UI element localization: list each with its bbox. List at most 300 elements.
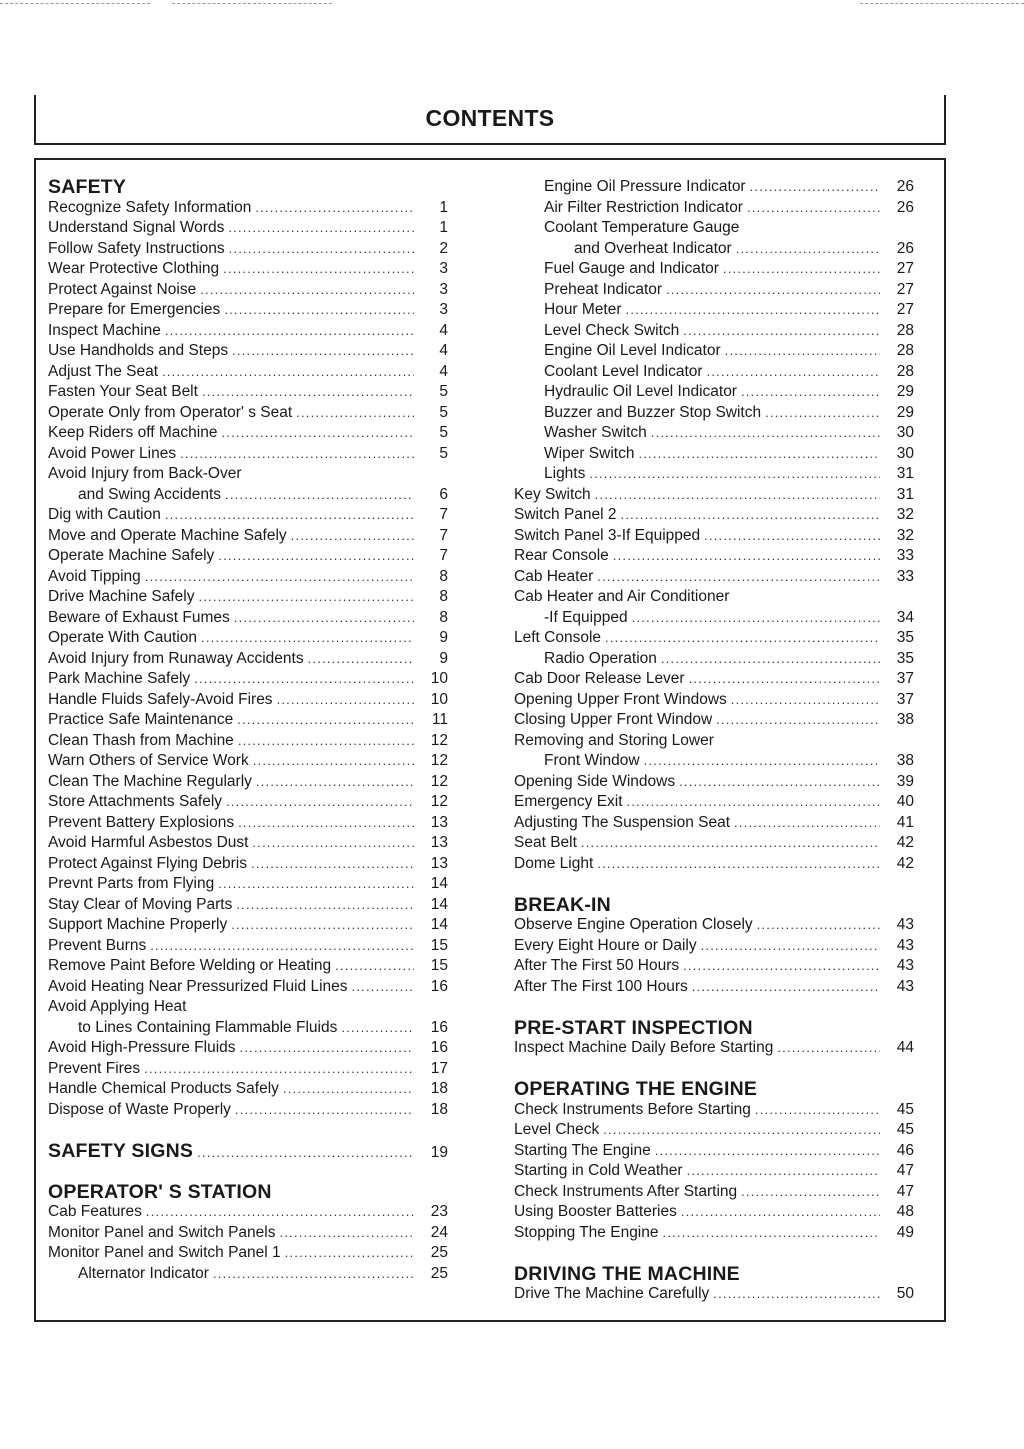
dot-leader bbox=[283, 1079, 414, 1100]
entry-title: Avoid Heating Near Pressurized Fluid Lines bbox=[48, 977, 348, 995]
toc-entry[interactable] bbox=[48, 567, 448, 588]
entry-title: Stay Clear of Moving Parts bbox=[48, 895, 233, 913]
page-number: 28 bbox=[896, 342, 914, 359]
toc-entry[interactable] bbox=[514, 751, 914, 772]
page-number: 11 bbox=[431, 711, 448, 728]
entry-title: Engine Oil Level Indicator bbox=[544, 342, 721, 359]
toc-entry[interactable] bbox=[48, 874, 448, 895]
toc-entry[interactable] bbox=[48, 895, 448, 916]
toc-entry[interactable] bbox=[48, 710, 448, 731]
dot-leader bbox=[218, 874, 414, 895]
page-number: 38 bbox=[896, 711, 914, 728]
entry-title: Starting in Cold Weather bbox=[514, 1162, 683, 1179]
toc-entry[interactable] bbox=[48, 628, 448, 649]
entry-title: Coolant Temperature Gauge bbox=[544, 219, 740, 236]
toc-entry[interactable] bbox=[514, 669, 914, 690]
entry-title: Dispose of Waste Properly bbox=[48, 1100, 231, 1118]
toc-entry[interactable] bbox=[48, 423, 448, 444]
toc-entry[interactable] bbox=[514, 1284, 914, 1305]
entry-title: Avoid Injury from Runaway Accidents bbox=[48, 649, 304, 667]
entry-title: and Overheat Indicator bbox=[574, 239, 732, 257]
toc-entry[interactable] bbox=[48, 1079, 448, 1100]
toc-entry-continued bbox=[514, 218, 914, 239]
section-spacer bbox=[514, 997, 914, 1018]
entry-title: Warn Others of Service Work bbox=[48, 752, 249, 769]
dot-leader bbox=[747, 198, 880, 219]
entry-title: Emergency Exit bbox=[514, 793, 623, 810]
entry-title: Cab Features bbox=[48, 1203, 142, 1220]
dot-leader bbox=[683, 956, 880, 977]
section-heading: BREAK-IN bbox=[514, 893, 611, 916]
page-number: 47 bbox=[896, 1162, 914, 1179]
toc-entry[interactable] bbox=[514, 936, 914, 957]
section-spacer bbox=[48, 1120, 448, 1141]
toc-entry[interactable] bbox=[514, 1120, 914, 1141]
dot-leader bbox=[723, 259, 880, 280]
page-number: 30 bbox=[896, 444, 914, 462]
toc-entry[interactable] bbox=[48, 936, 448, 957]
page-number: 28 bbox=[896, 321, 914, 339]
toc-entry[interactable] bbox=[48, 1018, 448, 1039]
toc-entry[interactable] bbox=[514, 321, 914, 342]
dot-leader bbox=[285, 1243, 414, 1264]
toc-entry[interactable] bbox=[514, 1202, 914, 1223]
dot-leader bbox=[165, 321, 414, 342]
entry-title: Understand Signal Words bbox=[48, 219, 225, 236]
page-number: 8 bbox=[439, 588, 448, 605]
page-number: 44 bbox=[896, 1039, 914, 1056]
dot-leader bbox=[707, 362, 880, 383]
page-number: 19 bbox=[430, 1143, 448, 1161]
page-number: 16 bbox=[430, 977, 448, 995]
dot-leader bbox=[291, 526, 414, 547]
toc-entry[interactable] bbox=[48, 1059, 448, 1080]
dot-leader bbox=[632, 608, 880, 629]
toc-entry[interactable] bbox=[514, 649, 914, 670]
entry-title: Avoid Harmful Asbestos Dust bbox=[48, 834, 249, 851]
toc-entry[interactable] bbox=[514, 198, 914, 219]
page-number: 41 bbox=[896, 813, 914, 831]
dot-leader bbox=[741, 1182, 880, 1203]
toc-entry[interactable] bbox=[514, 1182, 914, 1203]
page-number: 29 bbox=[896, 403, 914, 421]
entry-title: Switch Panel 2 bbox=[514, 506, 617, 523]
entry-title: Avoid Tipping bbox=[48, 567, 141, 585]
toc-entry[interactable] bbox=[48, 854, 448, 875]
entry-title: After The First 50 Hours bbox=[514, 957, 680, 974]
page-number: 46 bbox=[896, 1141, 914, 1159]
toc-entry[interactable] bbox=[48, 362, 448, 383]
page-number: 14 bbox=[430, 875, 448, 892]
entry-title: Clean Thash from Machine bbox=[48, 731, 234, 749]
toc-entry[interactable] bbox=[514, 1161, 914, 1182]
dot-leader bbox=[226, 792, 414, 813]
dot-leader bbox=[232, 341, 414, 362]
page-number: 42 bbox=[896, 854, 914, 872]
entry-title: Handle Chemical Products Safely bbox=[48, 1080, 279, 1097]
toc-entry[interactable] bbox=[48, 485, 448, 506]
entry-title: Prevnt Parts from Flying bbox=[48, 875, 215, 892]
toc-entry[interactable] bbox=[514, 608, 914, 629]
page-top-rule bbox=[0, 3, 150, 4]
entry-title: Operate Only from Operator' s Seat bbox=[48, 403, 293, 421]
page-number: 12 bbox=[430, 793, 448, 810]
page-number: 25 bbox=[430, 1244, 448, 1261]
entry-title: Stopping The Engine bbox=[514, 1223, 659, 1241]
page-number: 47 bbox=[896, 1182, 914, 1200]
dot-leader bbox=[335, 956, 414, 977]
toc-entry[interactable] bbox=[514, 792, 914, 813]
toc-entry[interactable] bbox=[48, 218, 448, 239]
dot-leader bbox=[605, 628, 880, 649]
entry-title: Lights bbox=[544, 465, 586, 482]
page-number: 35 bbox=[896, 649, 914, 667]
toc-entry[interactable] bbox=[48, 321, 448, 342]
entry-title: Protect Against Noise bbox=[48, 280, 197, 298]
dot-leader bbox=[644, 751, 880, 772]
page-number: 18 bbox=[430, 1100, 448, 1118]
dot-leader bbox=[713, 1284, 880, 1305]
section-heading: SAFETY SIGNS bbox=[48, 1139, 194, 1162]
page-number: 43 bbox=[896, 977, 914, 995]
entry-title: and Swing Accidents bbox=[78, 485, 222, 503]
toc-entry[interactable] bbox=[514, 546, 914, 567]
toc-entry[interactable] bbox=[48, 546, 448, 567]
toc-entry[interactable] bbox=[48, 1038, 448, 1059]
dot-leader bbox=[194, 669, 414, 690]
dot-leader bbox=[198, 587, 414, 608]
toc-entry[interactable] bbox=[514, 710, 914, 731]
page-number: 45 bbox=[896, 1100, 914, 1118]
page-number: 12 bbox=[430, 772, 448, 790]
page-number: 7 bbox=[439, 547, 448, 564]
toc-entry[interactable] bbox=[48, 813, 448, 834]
page-number: 2 bbox=[439, 239, 448, 257]
toc-entry[interactable] bbox=[514, 1100, 914, 1121]
toc-entry[interactable] bbox=[514, 177, 914, 198]
dot-leader bbox=[308, 649, 414, 670]
toc-entry[interactable] bbox=[514, 833, 914, 854]
toc-entry[interactable] bbox=[514, 1038, 914, 1059]
page-number: 49 bbox=[896, 1223, 914, 1241]
entry-title: Level Check Switch bbox=[544, 321, 680, 339]
entry-title: Hydraulic Oil Level Indicator bbox=[544, 383, 737, 400]
entry-title: Cab Heater bbox=[514, 567, 594, 585]
toc-entry[interactable] bbox=[514, 403, 914, 424]
page-number: 28 bbox=[896, 362, 914, 380]
page-number: 16 bbox=[430, 1039, 448, 1056]
dot-leader bbox=[603, 1120, 880, 1141]
toc-entry[interactable] bbox=[514, 464, 914, 485]
entry-title: Preheat Indicator bbox=[544, 280, 663, 298]
entry-title: Coolant Level Indicator bbox=[544, 362, 703, 380]
toc-entry[interactable] bbox=[514, 444, 914, 465]
dot-leader bbox=[589, 464, 880, 485]
page-number: 10 bbox=[430, 690, 448, 708]
dot-leader bbox=[277, 690, 414, 711]
entry-title: Drive Machine Safely bbox=[48, 588, 195, 605]
page-number: 5 bbox=[439, 403, 448, 421]
entry-title: Air Filter Restriction Indicator bbox=[544, 198, 743, 216]
toc-entry[interactable] bbox=[48, 751, 448, 772]
toc-entry[interactable] bbox=[514, 915, 914, 936]
dot-leader bbox=[229, 239, 414, 260]
page-number: 1 bbox=[439, 219, 448, 236]
entry-title: Front Window bbox=[544, 752, 640, 769]
dot-leader bbox=[279, 1223, 414, 1244]
dot-leader bbox=[638, 444, 880, 465]
toc-entry[interactable] bbox=[514, 772, 914, 793]
toc-entry[interactable] bbox=[48, 300, 448, 321]
dot-leader bbox=[741, 382, 880, 403]
page-number: 42 bbox=[896, 834, 914, 851]
dot-leader bbox=[201, 628, 414, 649]
dot-leader bbox=[663, 1223, 881, 1244]
entry-title: Operate Machine Safely bbox=[48, 547, 215, 564]
page-title: CONTENTS bbox=[425, 105, 555, 131]
toc-entry[interactable] bbox=[48, 526, 448, 547]
page-number: 27 bbox=[896, 260, 914, 277]
toc-entry[interactable] bbox=[48, 403, 448, 424]
dot-leader bbox=[597, 854, 880, 875]
page-number: 23 bbox=[430, 1203, 448, 1220]
toc-entry[interactable] bbox=[514, 423, 914, 444]
toc-entry[interactable] bbox=[48, 587, 448, 608]
page-number: 30 bbox=[896, 424, 914, 441]
toc-entry[interactable] bbox=[48, 341, 448, 362]
page-number: 45 bbox=[896, 1121, 914, 1138]
toc-entry[interactable] bbox=[48, 690, 448, 711]
dot-leader bbox=[144, 1059, 414, 1080]
toc-entry[interactable] bbox=[514, 485, 914, 506]
dot-leader bbox=[613, 546, 880, 567]
toc-entry[interactable] bbox=[514, 505, 914, 526]
entry-title: Check Instruments After Starting bbox=[514, 1182, 738, 1200]
page-number: 1 bbox=[439, 198, 448, 216]
page-number: 3 bbox=[439, 280, 448, 298]
toc-entry[interactable] bbox=[514, 854, 914, 875]
entry-title: Keep Riders off Machine bbox=[48, 424, 218, 441]
toc-entry[interactable] bbox=[48, 792, 448, 813]
dot-leader bbox=[627, 792, 880, 813]
entry-title: Avoid Power Lines bbox=[48, 444, 177, 462]
page-number: 35 bbox=[896, 629, 914, 646]
toc-entry[interactable] bbox=[514, 259, 914, 280]
dot-leader bbox=[701, 936, 880, 957]
section-spacer bbox=[514, 1059, 914, 1080]
entry-title: Cab Door Release Lever bbox=[514, 670, 685, 687]
toc-entry[interactable] bbox=[48, 833, 448, 854]
entry-title: Every Eight Houre or Daily bbox=[514, 936, 697, 954]
page-number: 14 bbox=[430, 895, 448, 913]
dot-leader bbox=[725, 341, 880, 362]
page-number: 5 bbox=[439, 444, 448, 462]
page-number: 43 bbox=[896, 936, 914, 954]
entry-title: Park Machine Safely bbox=[48, 670, 191, 687]
toc-entry[interactable] bbox=[514, 567, 914, 588]
toc-entry[interactable] bbox=[514, 526, 914, 547]
toc-entry[interactable] bbox=[514, 239, 914, 260]
page-number: 40 bbox=[896, 793, 914, 810]
dot-leader bbox=[255, 198, 414, 219]
page-number: 5 bbox=[439, 424, 448, 441]
page-number: 12 bbox=[430, 731, 448, 749]
toc-entry[interactable] bbox=[48, 239, 448, 260]
toc-entry[interactable] bbox=[48, 731, 448, 752]
page-number: 6 bbox=[439, 485, 448, 503]
dot-leader bbox=[235, 1100, 414, 1121]
entry-title: Move and Operate Machine Safely bbox=[48, 526, 287, 544]
dot-leader bbox=[296, 403, 414, 424]
toc-entry[interactable] bbox=[48, 444, 448, 465]
page-number: 14 bbox=[430, 916, 448, 933]
page-number: 32 bbox=[896, 506, 914, 523]
page-number: 27 bbox=[896, 280, 914, 298]
dot-leader bbox=[221, 423, 414, 444]
page-top-rule bbox=[860, 3, 1024, 4]
toc-entry[interactable] bbox=[48, 1100, 448, 1121]
dot-leader bbox=[777, 1038, 880, 1059]
toc-entry[interactable] bbox=[514, 1141, 914, 1162]
toc-entry[interactable] bbox=[48, 382, 448, 403]
section-heading: OPERATING THE ENGINE bbox=[514, 1078, 758, 1100]
entry-title: Practice Safe Maintenance bbox=[48, 711, 234, 728]
toc-entry[interactable] bbox=[514, 977, 914, 998]
dot-leader bbox=[626, 300, 880, 321]
toc-entry[interactable] bbox=[48, 259, 448, 280]
dot-leader bbox=[681, 1202, 880, 1223]
entry-title: Support Machine Properly bbox=[48, 916, 228, 933]
dot-leader bbox=[180, 444, 414, 465]
toc-entry[interactable] bbox=[48, 1243, 448, 1264]
toc-entry[interactable] bbox=[48, 977, 448, 998]
dot-leader bbox=[597, 567, 880, 588]
section-heading: DRIVING THE MACHINE bbox=[514, 1262, 740, 1285]
dot-leader bbox=[689, 669, 880, 690]
entry-title: Using Booster Batteries bbox=[514, 1203, 677, 1220]
dot-leader bbox=[734, 813, 880, 834]
entry-title: Seat Belt bbox=[514, 834, 577, 851]
entry-title: Follow Safety Instructions bbox=[48, 239, 225, 257]
toc-entry[interactable] bbox=[514, 628, 914, 649]
toc-entry[interactable] bbox=[48, 1264, 448, 1285]
toc-entry[interactable] bbox=[48, 198, 448, 219]
dot-leader bbox=[162, 362, 414, 383]
toc-entry-continued bbox=[514, 587, 914, 608]
toc-entry[interactable] bbox=[48, 649, 448, 670]
entry-title: -If Equipped bbox=[544, 608, 628, 626]
entry-title: Hour Meter bbox=[544, 301, 622, 318]
page-number: 4 bbox=[439, 342, 448, 359]
toc-entry[interactable] bbox=[48, 915, 448, 936]
page-number: 33 bbox=[896, 547, 914, 564]
page-number: 31 bbox=[896, 485, 914, 503]
entry-title: Engine Oil Pressure Indicator bbox=[544, 178, 746, 195]
entry-title: Clean The Machine Regularly bbox=[48, 772, 252, 790]
section-heading-entry[interactable] bbox=[48, 1141, 448, 1162]
entry-title: Handle Fluids Safely-Avoid Fires bbox=[48, 690, 273, 708]
dot-leader bbox=[223, 259, 414, 280]
toc-entry[interactable] bbox=[514, 956, 914, 977]
toc-entry[interactable] bbox=[48, 956, 448, 977]
dot-leader bbox=[581, 833, 880, 854]
page-number: 8 bbox=[439, 608, 448, 626]
toc-entry[interactable] bbox=[48, 669, 448, 690]
page-number: 34 bbox=[896, 608, 914, 626]
entry-title: Prevent Battery Explosions bbox=[48, 813, 235, 831]
entry-title: Prevent Burns bbox=[48, 936, 147, 954]
page-top-rule bbox=[172, 3, 332, 4]
entry-title: Prevent Fires bbox=[48, 1059, 141, 1077]
toc-entry[interactable] bbox=[514, 813, 914, 834]
page-number: 48 bbox=[896, 1203, 914, 1220]
entry-title: Inspect Machine Daily Before Starting bbox=[514, 1039, 774, 1056]
dot-leader bbox=[145, 567, 414, 588]
toc-entry[interactable] bbox=[514, 341, 914, 362]
toc-entry[interactable] bbox=[48, 772, 448, 793]
dot-leader bbox=[202, 382, 414, 403]
dot-leader bbox=[231, 915, 414, 936]
entry-title: Operate With Caution bbox=[48, 629, 198, 646]
dot-leader bbox=[238, 813, 414, 834]
page-number: 18 bbox=[430, 1080, 448, 1097]
toc-entry[interactable] bbox=[514, 1223, 914, 1244]
dot-leader bbox=[146, 1202, 414, 1223]
dot-leader bbox=[765, 403, 880, 424]
dot-leader bbox=[228, 218, 414, 239]
dot-leader bbox=[683, 321, 880, 342]
entry-title: Observe Engine Operation Closely bbox=[514, 916, 753, 933]
dot-leader bbox=[213, 1264, 414, 1285]
toc-entry[interactable] bbox=[48, 1202, 448, 1223]
page-number: 13 bbox=[430, 813, 448, 831]
entry-title: Closing Upper Front Window bbox=[514, 711, 713, 728]
toc-entry[interactable] bbox=[48, 608, 448, 629]
toc-entry[interactable] bbox=[48, 1223, 448, 1244]
page-number: 12 bbox=[430, 752, 448, 769]
dot-leader bbox=[666, 280, 880, 301]
dot-leader bbox=[251, 854, 414, 875]
left-column bbox=[48, 177, 448, 1284]
toc-entry[interactable] bbox=[48, 505, 448, 526]
entry-title: Drive The Machine Carefully bbox=[514, 1285, 710, 1302]
toc-entry[interactable] bbox=[48, 280, 448, 301]
page-number: 26 bbox=[896, 239, 914, 257]
entry-title: Radio Operation bbox=[544, 649, 657, 667]
toc-entry[interactable] bbox=[514, 690, 914, 711]
toc-entry[interactable] bbox=[514, 300, 914, 321]
dot-leader bbox=[252, 833, 414, 854]
dot-leader bbox=[757, 915, 880, 936]
toc-entry-continued bbox=[514, 731, 914, 752]
entry-title: Fuel Gauge and Indicator bbox=[544, 260, 719, 277]
entry-title: Use Handholds and Steps bbox=[48, 342, 229, 359]
dot-leader bbox=[238, 731, 414, 752]
dot-leader bbox=[736, 239, 880, 260]
entry-title: Starting The Engine bbox=[514, 1141, 651, 1159]
page-number: 9 bbox=[439, 629, 448, 646]
page-number: 4 bbox=[439, 321, 448, 339]
toc-entry[interactable] bbox=[514, 362, 914, 383]
page-number: 7 bbox=[439, 526, 448, 544]
entry-title: to Lines Containing Flammable Fluids bbox=[78, 1018, 338, 1036]
toc-entry[interactable] bbox=[514, 280, 914, 301]
entry-title: Remove Paint Before Welding or Heating bbox=[48, 957, 332, 974]
page-number: 38 bbox=[896, 752, 914, 769]
entry-title: Adjust The Seat bbox=[48, 362, 159, 380]
toc-entry[interactable] bbox=[514, 382, 914, 403]
page-number: 8 bbox=[439, 567, 448, 585]
